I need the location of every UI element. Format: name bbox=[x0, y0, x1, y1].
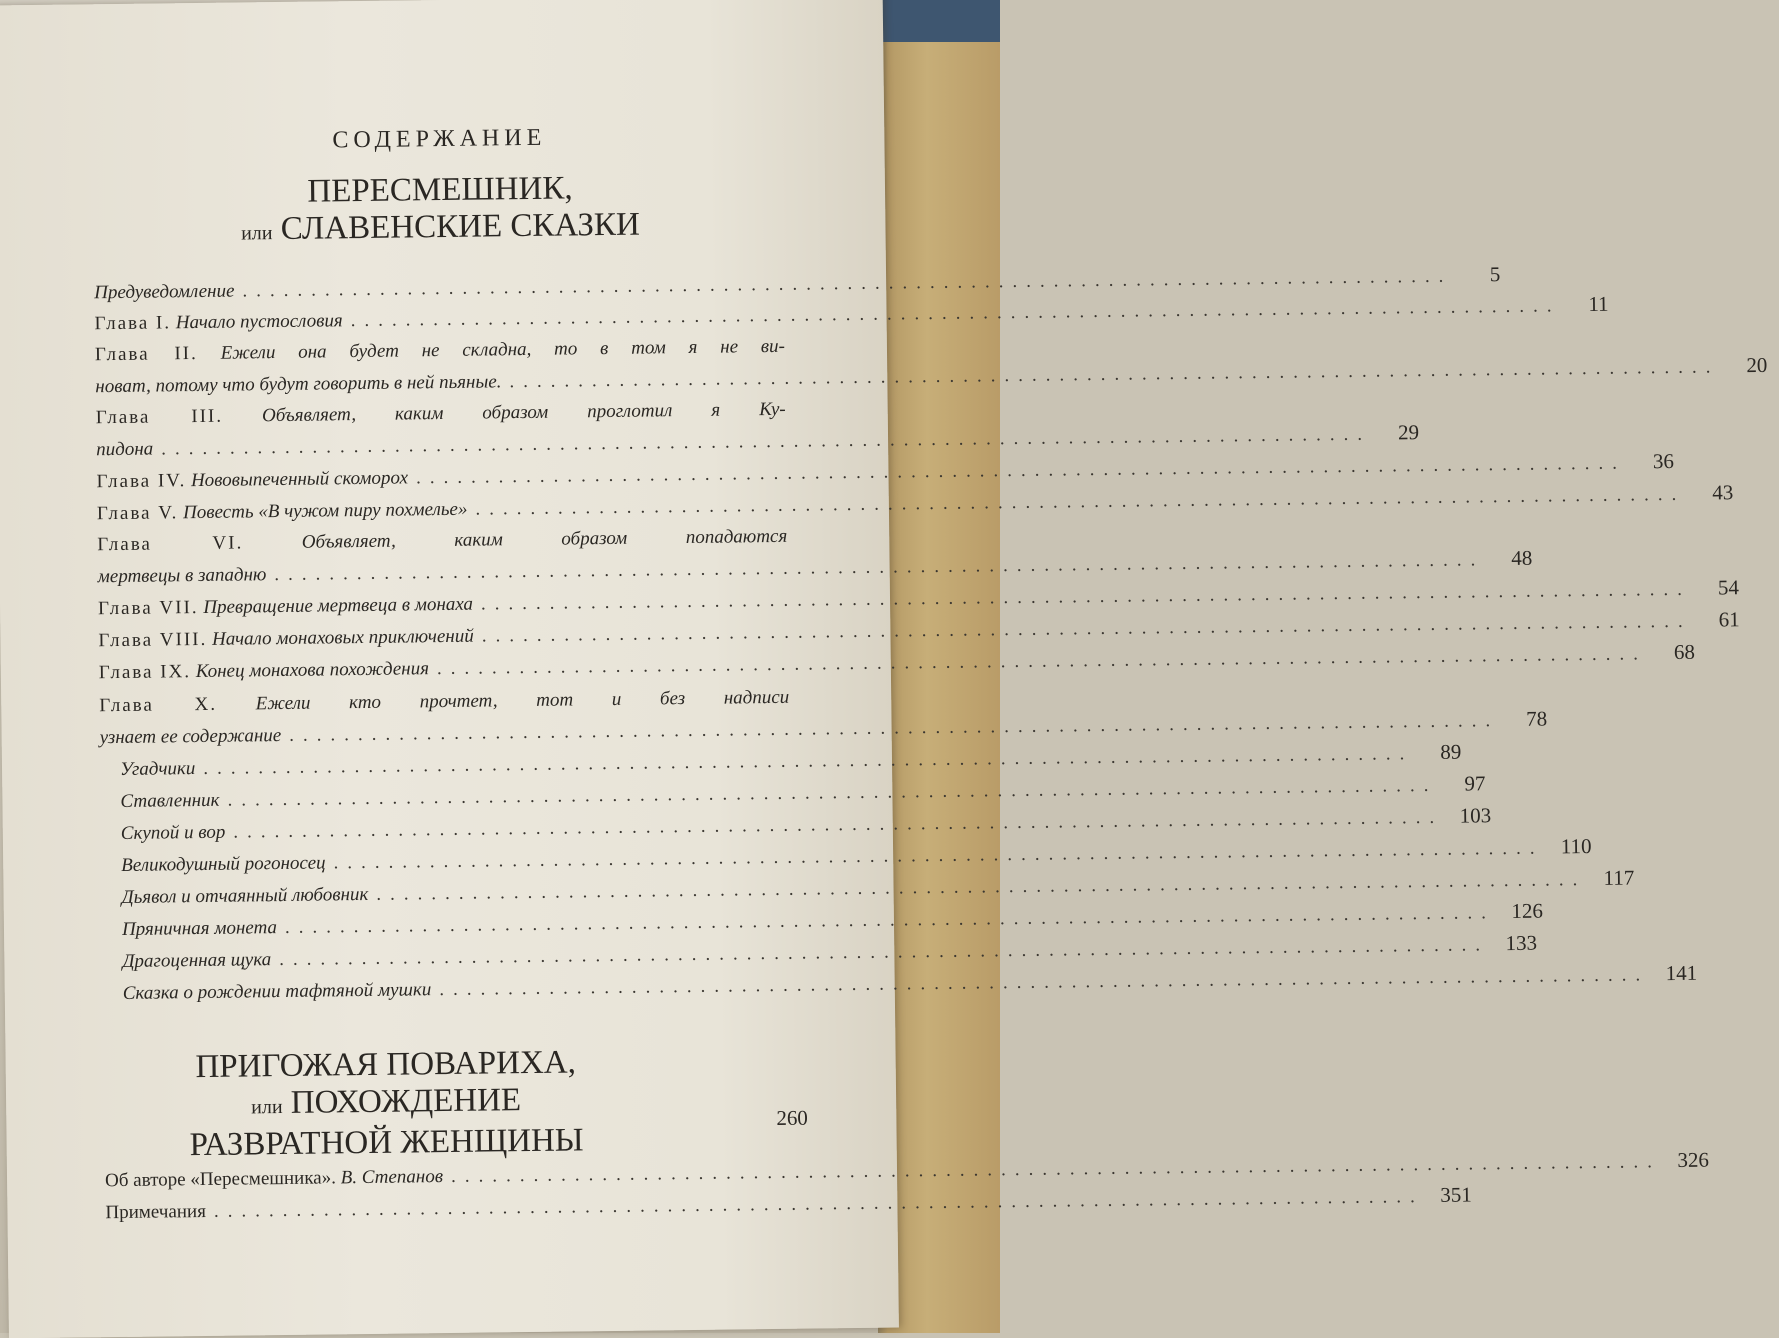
leader-dots: ........................................................................................ bbox=[376, 869, 1587, 905]
entry-title: Ставленник bbox=[120, 789, 220, 812]
entry-title: Об авторе «Пересмешника». bbox=[104, 1167, 337, 1192]
entry-title: Примечания bbox=[105, 1200, 207, 1224]
part2-title-text: ПОХОЖДЕНИЕ bbox=[290, 1082, 522, 1121]
toc-entry-chapter-2[interactable] bbox=[94, 331, 1768, 402]
part1-title-text: СЛАВЕНСКИЕ СКАЗКИ bbox=[280, 206, 641, 247]
chapter-label: Глава III. bbox=[95, 405, 224, 429]
leader-dots: ........................................................................................ bbox=[481, 610, 1692, 647]
chapter-label: Глава VI. bbox=[97, 532, 244, 556]
toc-entry-chapter-6[interactable] bbox=[97, 521, 1533, 592]
entry-title: Повесть «В чужом пиру похмелье» bbox=[182, 498, 468, 524]
entry-page: 54 bbox=[1717, 575, 1740, 600]
entry-author: В. Степанов bbox=[340, 1166, 444, 1189]
leader-dots: ........................................................................................ bbox=[480, 578, 1692, 615]
part1-title bbox=[55, 167, 826, 254]
cloth-binding bbox=[880, 0, 1000, 42]
part2-title[interactable] bbox=[85, 1043, 686, 1165]
entry-title-line1: Объявляет, каким образом проглотил я Ку- bbox=[261, 398, 786, 427]
entry-title: Предуведомление bbox=[94, 280, 235, 304]
chapter-label: Глава VIII. bbox=[98, 628, 208, 652]
entry-page: 48 bbox=[1511, 545, 1533, 570]
entry-page: 133 bbox=[1505, 930, 1538, 956]
entry-title-line1: Ежели кто прочтет, тот и без надписи bbox=[255, 686, 790, 715]
chapter-label: Глава IX. bbox=[98, 661, 192, 684]
entry-title: Сказка о рождении тафтяной мушки bbox=[122, 979, 432, 1004]
entry-page: 61 bbox=[1718, 607, 1740, 632]
part2-page: 260 bbox=[776, 1105, 808, 1130]
chapter-label: Глава IV. bbox=[96, 470, 187, 493]
entry-title-line1: Объявляет, каким образом попадаются bbox=[301, 525, 788, 553]
leader-dots: ........................................................................................ bbox=[161, 423, 1372, 460]
entry-title: Великодушный рогоносец bbox=[121, 852, 326, 876]
leader-dots: ........................................................................................ bbox=[274, 549, 1485, 586]
entry-page: 36 bbox=[1652, 448, 1675, 474]
entry-title: Нововыпеченный скоморох bbox=[190, 467, 409, 492]
entry-page: 20 bbox=[1746, 352, 1768, 378]
leader-dots: ........................................................................................ bbox=[203, 743, 1414, 779]
leader-dots: ........................................................................................ bbox=[436, 643, 1648, 680]
part2-ili: или bbox=[251, 1096, 283, 1119]
entry-page: 78 bbox=[1525, 706, 1548, 731]
entry-page: 117 bbox=[1603, 865, 1635, 890]
entry-page: 43 bbox=[1712, 480, 1734, 505]
entry-title: Пряничная монета bbox=[121, 917, 278, 940]
entry-title-line2: узнает ее содержание bbox=[99, 725, 282, 749]
leader-dots: ........................................................................................ bbox=[233, 806, 1444, 843]
entry-page: 97 bbox=[1464, 771, 1486, 796]
chapter-label: Глава II. bbox=[94, 343, 198, 366]
chapter-label: Глава I. bbox=[94, 312, 172, 335]
entry-page: 141 bbox=[1665, 960, 1698, 986]
entry-page: 68 bbox=[1673, 639, 1696, 664]
entry-page: 103 bbox=[1459, 803, 1492, 828]
entry-page: 29 bbox=[1397, 420, 1420, 445]
entry-page: 351 bbox=[1440, 1182, 1472, 1207]
entry-page: 89 bbox=[1440, 739, 1462, 764]
leader-dots: ........................................................................................ bbox=[509, 356, 1720, 393]
entry-title: Угадчики bbox=[119, 758, 196, 780]
leader-dots: ........................................................................................ bbox=[284, 902, 1496, 938]
entry-title: Драгоценная щука bbox=[122, 949, 272, 972]
leader-dots: ........................................................................................ bbox=[450, 1151, 1662, 1187]
leader-dots: ........................................................................................ bbox=[475, 483, 1686, 520]
entry-page: 11 bbox=[1588, 291, 1609, 317]
part1-title-line1: ПЕРЕСМЕШНИК, bbox=[307, 170, 573, 210]
entry-title-line2: пидона bbox=[96, 438, 154, 461]
entry-title: Скупой и вор bbox=[120, 821, 226, 844]
entry-title: Конец монахова похождения bbox=[195, 658, 430, 683]
chapter-label: Глава V. bbox=[96, 502, 179, 525]
entry-title: Начало монаховых приключений bbox=[211, 625, 474, 650]
entry-page: 326 bbox=[1677, 1147, 1710, 1172]
part2-title-line1: ПРИГОЖАЯ ПОВАРИХА, bbox=[195, 1044, 577, 1086]
leader-dots: ........................................................................................ bbox=[279, 934, 1490, 971]
leader-dots: ........................................................................................ bbox=[439, 964, 1650, 1001]
leader-dots: ........................................................................................ bbox=[333, 837, 1544, 874]
part2-title-line2 bbox=[86, 1080, 686, 1128]
leader-dots: ........................................................................................ bbox=[227, 774, 1438, 811]
entry-page: 5 bbox=[1489, 262, 1501, 287]
part2-title-line3: РАЗВРАТНОЙ ЖЕНЩИНЫ bbox=[189, 1122, 584, 1164]
leader-dots: ........................................................................................ bbox=[289, 710, 1500, 746]
entry-title: Превращение мертвеца в монаха bbox=[203, 593, 474, 618]
entry-title: Дьявол и отчаянный любовник bbox=[121, 883, 369, 908]
leader-dots: ........................................................................................ bbox=[350, 295, 1561, 332]
entry-page: 126 bbox=[1511, 898, 1544, 923]
leader-dots: ........................................................................................ bbox=[242, 265, 1453, 302]
leader-dots: ........................................................................................ bbox=[415, 452, 1627, 489]
part1-title-line2 bbox=[55, 204, 825, 254]
entry-title-line2: новат, потому что будут говорить в ней пьяные. bbox=[95, 371, 502, 398]
toc-entry-chapter-3[interactable] bbox=[95, 394, 1420, 465]
chapter-label: Глава VII. bbox=[97, 597, 199, 620]
entry-title: Начало пустословия bbox=[175, 310, 343, 334]
entry-title-line2: мертвецы в западню bbox=[97, 564, 267, 588]
leader-dots: ........................................................................................ bbox=[213, 1186, 1424, 1222]
chapter-label: Глава X. bbox=[99, 693, 218, 717]
part1-ili: или bbox=[241, 222, 273, 245]
entry-title-line1: Ежели она будет не складна, то в том я не ви- bbox=[220, 335, 786, 364]
contents-heading: СОДЕРЖАНИЕ bbox=[332, 124, 547, 154]
entry-page: 110 bbox=[1560, 834, 1592, 859]
